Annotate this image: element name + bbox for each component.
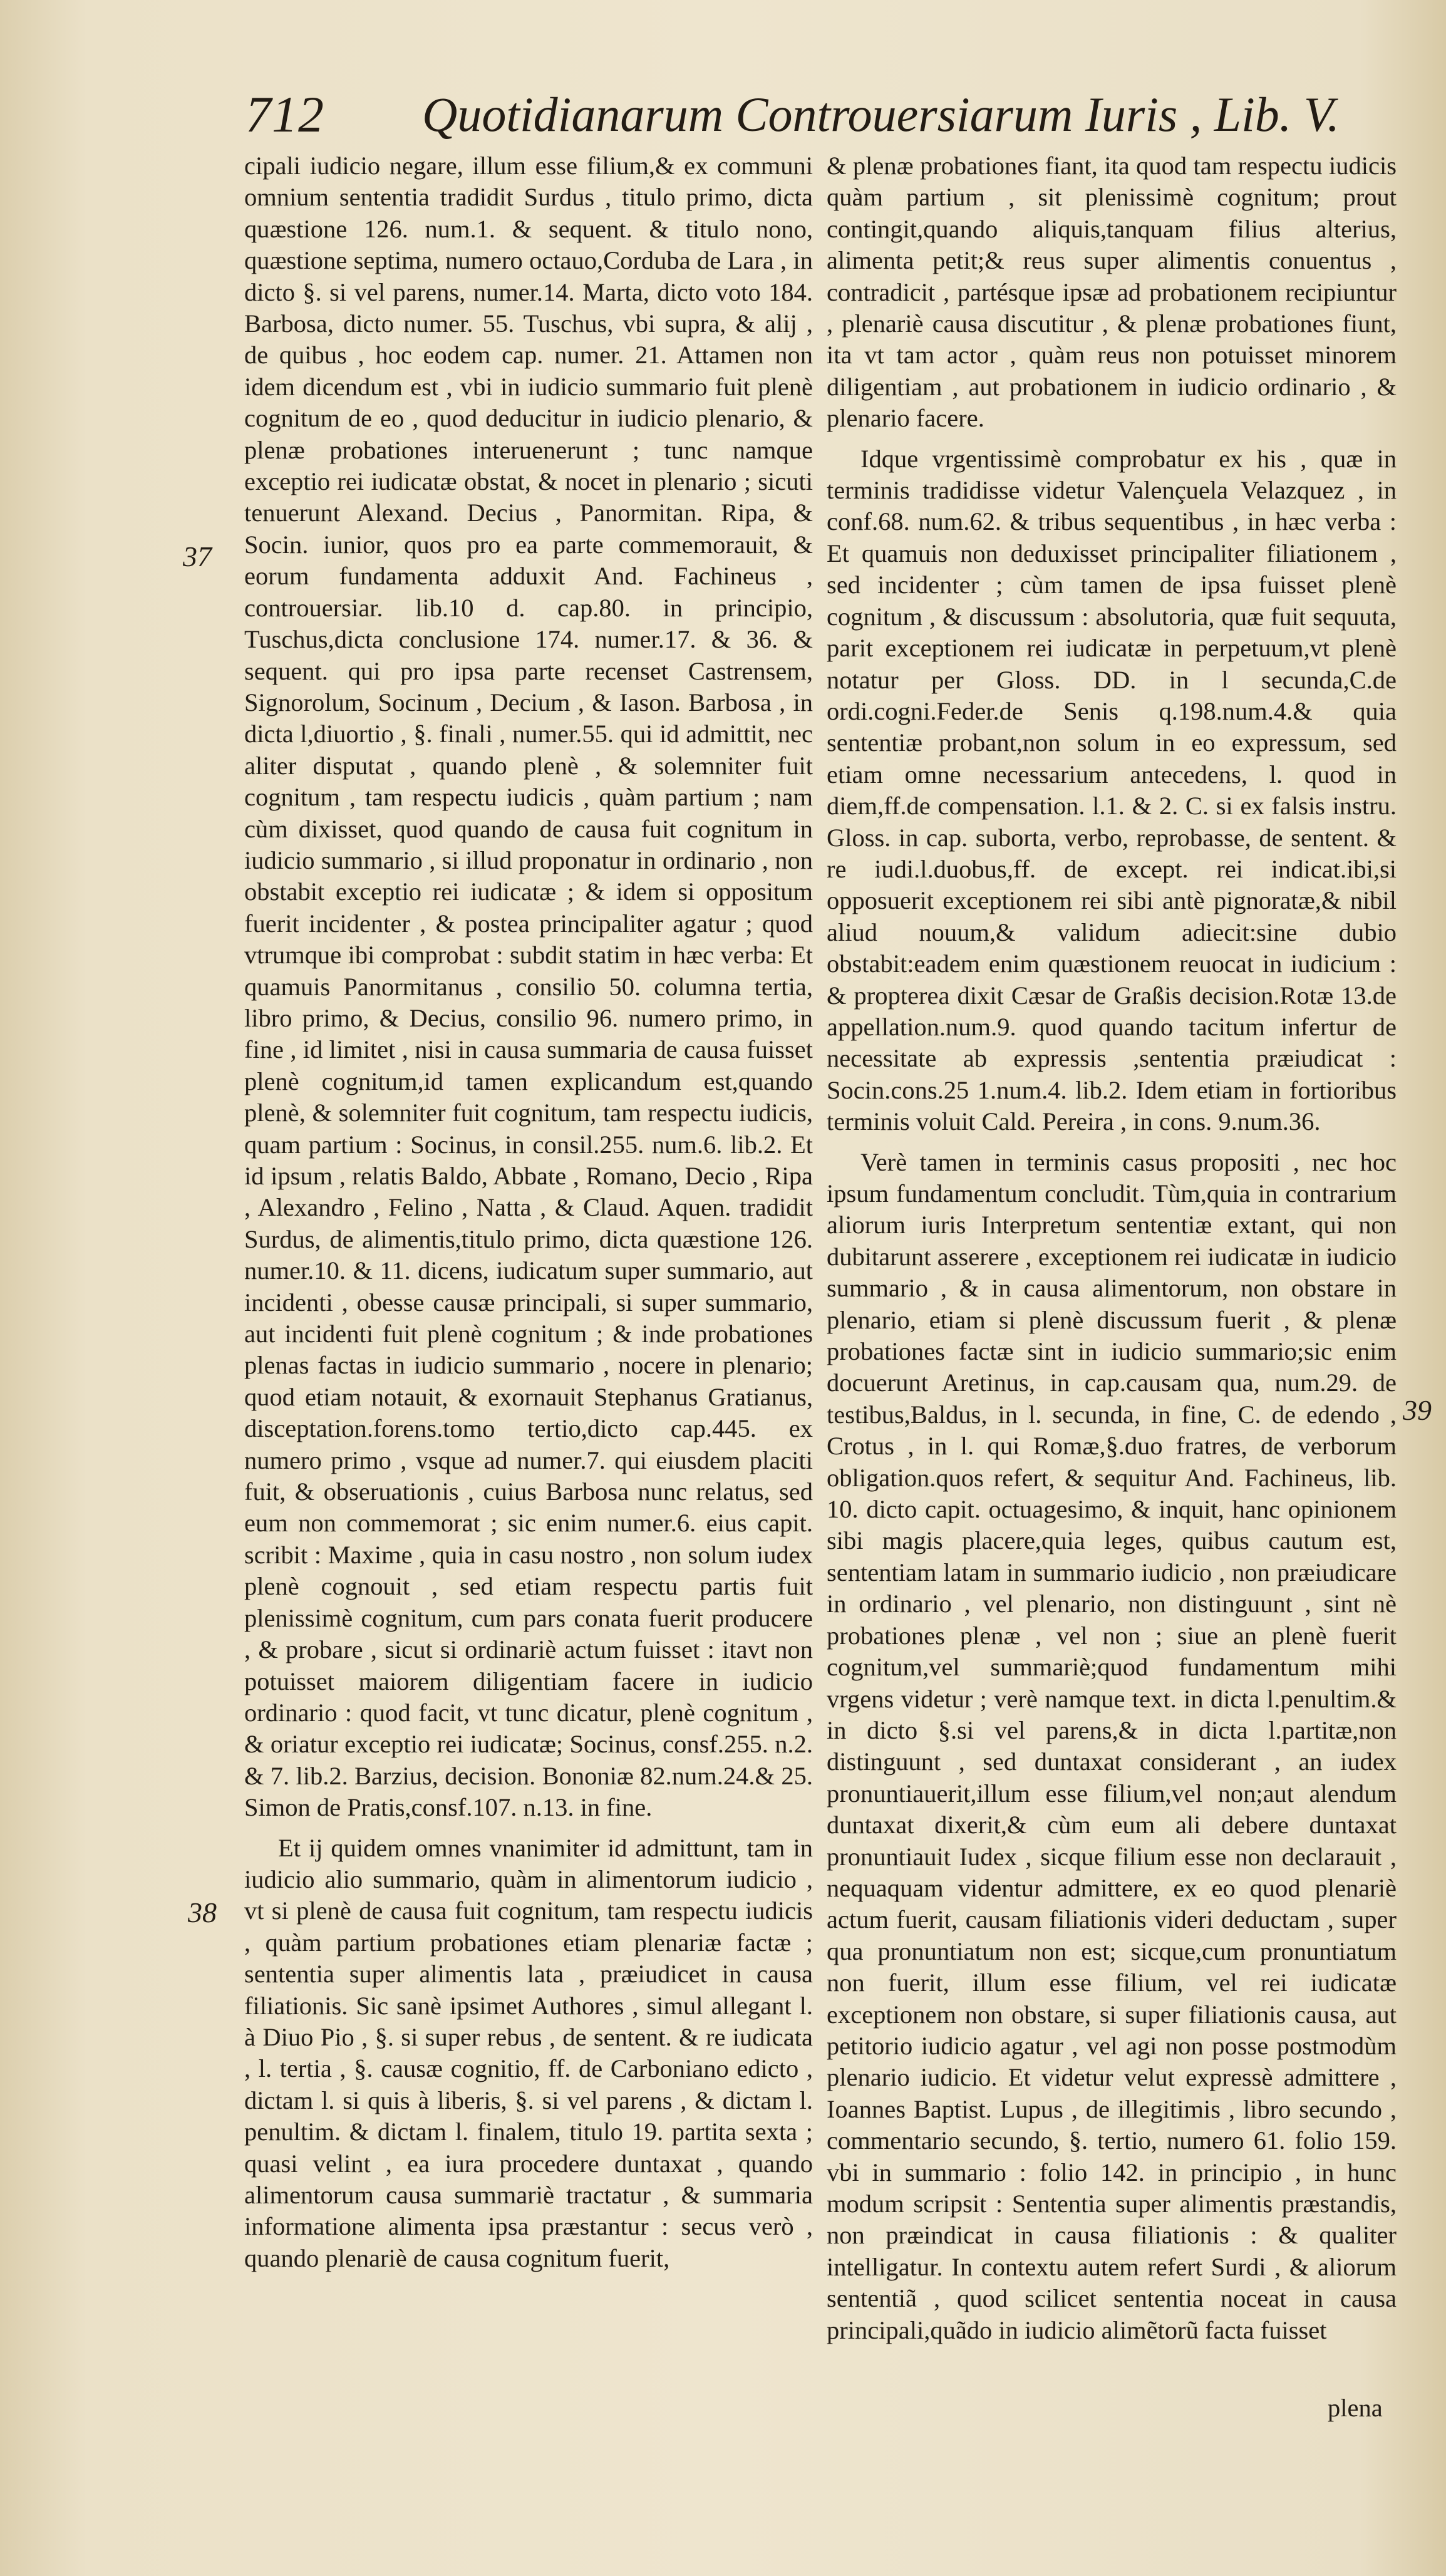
page-header <box>245 86 1340 143</box>
right-paragraph-1: & plenæ probationes fiant, ita quod tam respectu iudicis quàm partium , sit plenissimè cognitum; prout contingit,quando aliquis,tanquam filius alterius, alimenta petit;& reus super alimentis conuentus , contradicit , partésque ipsæ ad probationem recipiuntur , plenariè causa discutitur , & plenæ probationes fiunt, ita vt tam actor , quàm reus non potuisset minorem diligentiam , aut probationem in iudicio ordinario , & plenario facere. <box>827 152 1397 433</box>
catchword: plena <box>1328 2394 1383 2422</box>
margin-number-39: 39 <box>1403 1394 1432 1426</box>
margin-number-38: 38 <box>188 1896 217 1928</box>
right-column <box>827 150 1397 2346</box>
margin-number-37: 37 <box>183 541 212 572</box>
right-paragraph-2: Idque vrgentissimè comprobatur ex his , quæ in terminis tradidisse videtur Valençuela Velazquez , in conf.68. num.62. & tribus sequentibus , in hæc verba : Et quamuis non deduxisset principaliter filiationem , sed incidenter ; cùm tamen de ipsa fuisset plenè cognitum , & discussum : absolutoria, quæ fuit sequuta, parit exceptionem rei iudicatæ in perpetuum,vt plenè notatur per Gloss. DD. in l secunda,C.de ordi.cogni.Feder.de Senis q.198.num.4.& quia sententiæ probant,non solum in eo expressum, sed etiam omne necessarium antecedens, l. quod in diem,ff.de compensation. l.1. & 2. C. si ex falsis instru. Gloss. in cap. suborta, verbo, reprobasse, de sentent. & re iudi.l.duobus,ff. de except. rei indicat.ibi,si opposuerit exceptionem rei sibi antè pignoratæ,& nibil aliud nouum,& validum adiecit:sine dubio obstabit:eadem enim quæstionem reuocat in iudicium : & propterea dixit Cæsar de Graßis decision.Rotæ 13.de appellation.num.9. quod quando tacitum infertur de necessitate ab expressis ,sententia præiudicat : Socin.cons.25 1.num.4. lib.2. Idem etiam in fortioribus terminis voluit Cald. Pereira , in cons. 9.num.36. <box>827 444 1397 1136</box>
page-number: 712 <box>245 86 324 143</box>
left-paragraph-1: cipali iudicio negare, illum esse filium,& ex communi omnium sententia tradidit Surdus , titulo primo, dicta quæstione 126. num.1. & sequent. & titulo nono, quæstione septima, numero octauo,Corduba de Lara , in dicto §. si vel parens, numer.14. Marta, dicto voto 184. Barbosa, dicto numer. 55. Tuschus, vbi supra, & alij , de quibus , hoc eodem cap. numer. 21. Attamen non idem dicendum est , vbi in iudicio summario fuit plenè cognitum de eo , quod deducitur in iudicio plenario, & plenæ probationes interuenerunt ; tunc namque exceptio rei iudicatæ obstat, & nocet in plenario ; sicuti tenuerunt Alexand. Decius , Panormitan. Ripa, & Socin. iunior, quos pro ea parte commemorauit, & eorum fundamenta adduxit And. Fachineus , controuersiar. lib.10 d. cap.80. in principio, Tuschus,dicta conclusione 174. numer.17. & 36. & sequent. qui pro ipsa parte recenset Castrensem, Signorolum, Socinum , Decium , & Iason. Barbosa , in dicta l,diuortio , §. finali , numer.55. qui id admittit, nec aliter disputat , quando plenè , & solemniter fuit cognitum , tam respectu iudicis , quàm partium ; nam cùm dixisset, quod quando de causa fuit cognitum in iudicio summario , si illud proponatur in ordinario , non obstabit exceptio rei iudicatæ ; & idem si oppositum fuerit incidenter , & postea principaliter agatur ; quod vtrumque ibi comprobat : subdit statim in hæc verba: Et quamuis Panormitanus , consilio 50. columna tertia, libro primo, & Decius, consilio 96. numero primo, in fine , id limitet , nisi in causa summaria de causa fuisset plenè cognitum,id tamen explicandum est,quando plenè, & solemniter fuit cognitum, tam respectu iudicis, quam partium : Socinus, in consil.255. num.6. lib.2. Et id ipsum , relatis Baldo, Abbate , Romano, Decio , Ripa , Alexandro , Felino , Natta , & Claud. Aquen. tradidit Surdus, de alimentis,titulo primo, dicta quæstione 126. numer.10. & 11. dicens, iudicatum super summario, aut incidenti , obesse causæ principali, si super summario, aut incidenti fuit plenè cognitum ; & inde probationes plenas factas in iudicio summario , nocere in plenario; quod etiam notauit, & exornauit Stephanus Gratianus, disceptation.forens.tomo tertio,dicto cap.445. ex numero primo , vsque ad numer.7. qui eiusdem placiti fuit, & obseruationis , cuius Barbosa nunc relatus, sed eum non commemorat ; sic enim numer.6. eius capit. scribit : Maxime , quia in casu nostro , non solum iudex plenè cognouit , sed etiam respectu partis fuit plenissimè cognitum, cum pars conata fuerit producere , & probare , sicut si ordinariè actum fuisset : itavt non potuisset maiorem diligentiam facere in iudicio ordinario : quod facit, vt tunc dicatur, plenè cognitum , & oriatur exceptio rei iudicatæ; Socinus, consf.255. n.2. & 7. lib.2. Barzius, decision. Bononiæ 82.num.24.& 25. Simon de Pratis,consf.107. n.13. in fine. <box>244 152 813 1822</box>
right-paragraph-3: Verè tamen in terminis casus propositi , nec hoc ipsum fundamentum concludit. Tùm,quia in contrarium aliorum iuris Interpretum sententiæ extant, qui non dubitarunt asserere , exceptionem rei iudicatæ in iudicio summario , & in causa alimentorum, non obstare in plenario, etiam si plenè discussum fuerit , & plenæ probationes factæ sint in iudicio summario;sic enim docuerunt Aretinus, in cap.causam qua, num.29. de testibus,Baldus, in l. secunda, in fine, C. de edendo , Crotus , in l. qui Romæ,§.duo fratres, de verborum obligation.quos refert, & sequitur And. Fachineus, lib. 10. dicto capit. octuagesimo, & inquit, hanc opinionem sibi magis placere,quia leges, quibus cautum est, sententiam latam in summario iudicio , non præiudicare in ordinario , vel plenario, non distinguunt , sint nè probationes plenæ , vel non ; siue an plenè fuerit cognitum,vel summariè;quod fundamentum mihi vrgens videtur ; verè namque text. in dicta l.penultim.& in dicto §.si vel parens,& in dicta l.partitæ,non distinguunt , sed duntaxat considerant , an iudex pronuntiauerit,illum esse filium,vel non;aut alendum duntaxat dixerit,& cùm eum ali debere duntaxat pronuntiauit Iudex , sicque filium esse non declarauit , nequaquam videntur admittere, ex eo quod plenariè actum fuerit, causam filiationis videri deductam , super qua pronuntiatum non est; sicque,cum pronuntiatum non fuerit, illum esse filium, vel rei iudicatæ exceptionem non obstare, si super filiationis causa, aut petitorio iudicio agatur , vel agi non posse postmodùm plenario iudicio. Et videtur velut expressè admittere , Ioannes Baptist. Lupus , de illegitimis , libro secundo , commentario secundo, §. tertio, numero 61. folio 159. vbi in summario : folio 142. in principio , in hunc modum scripsit : Sententia super alimentis præstandis, non præindicat in causa filiationis : & qualiter intelligatur. In contextu autem refert Surdi , & aliorum sententiã , quod scilicet sententia noceat in causa principali,quãdo in iudicio alimẽtorũ facta fuisset <box>827 1147 1397 2344</box>
left-column <box>244 150 813 2274</box>
running-title: Quotidianarum Controuersiarum Iuris , Lib. V. <box>422 87 1340 142</box>
left-paragraph-2: Et ij quidem omnes vnanimiter id admittunt, tam in iudicio alio summario, quàm in alimentorum iudicio , vt si plenè de causa fuit cognitum, tam respectu iudicis , quàm partium probationes etiam plenariæ factæ ; sententia super alimentis lata , præiudicet in causa filiationis. Sic sanè ipsimet Authores , simul allegant l. à Diuo Pio , §. si super rebus , de sentent. & re iudicata , l. tertia , §. causæ cognitio, ff. de Carboniano edicto , dictam l. si quis à liberis, §. si vel parens , & dictam l. penultim. & dictam l. finalem, titulo 19. partita sexta ; quasi velint , ea iura procedere duntaxat , quando alimentorum causa summariè tractatur , & summaria informatione alimenta ipsa præstantur : secus verò , quando plenariè de causa cognitum fuerit, <box>244 1833 813 2272</box>
